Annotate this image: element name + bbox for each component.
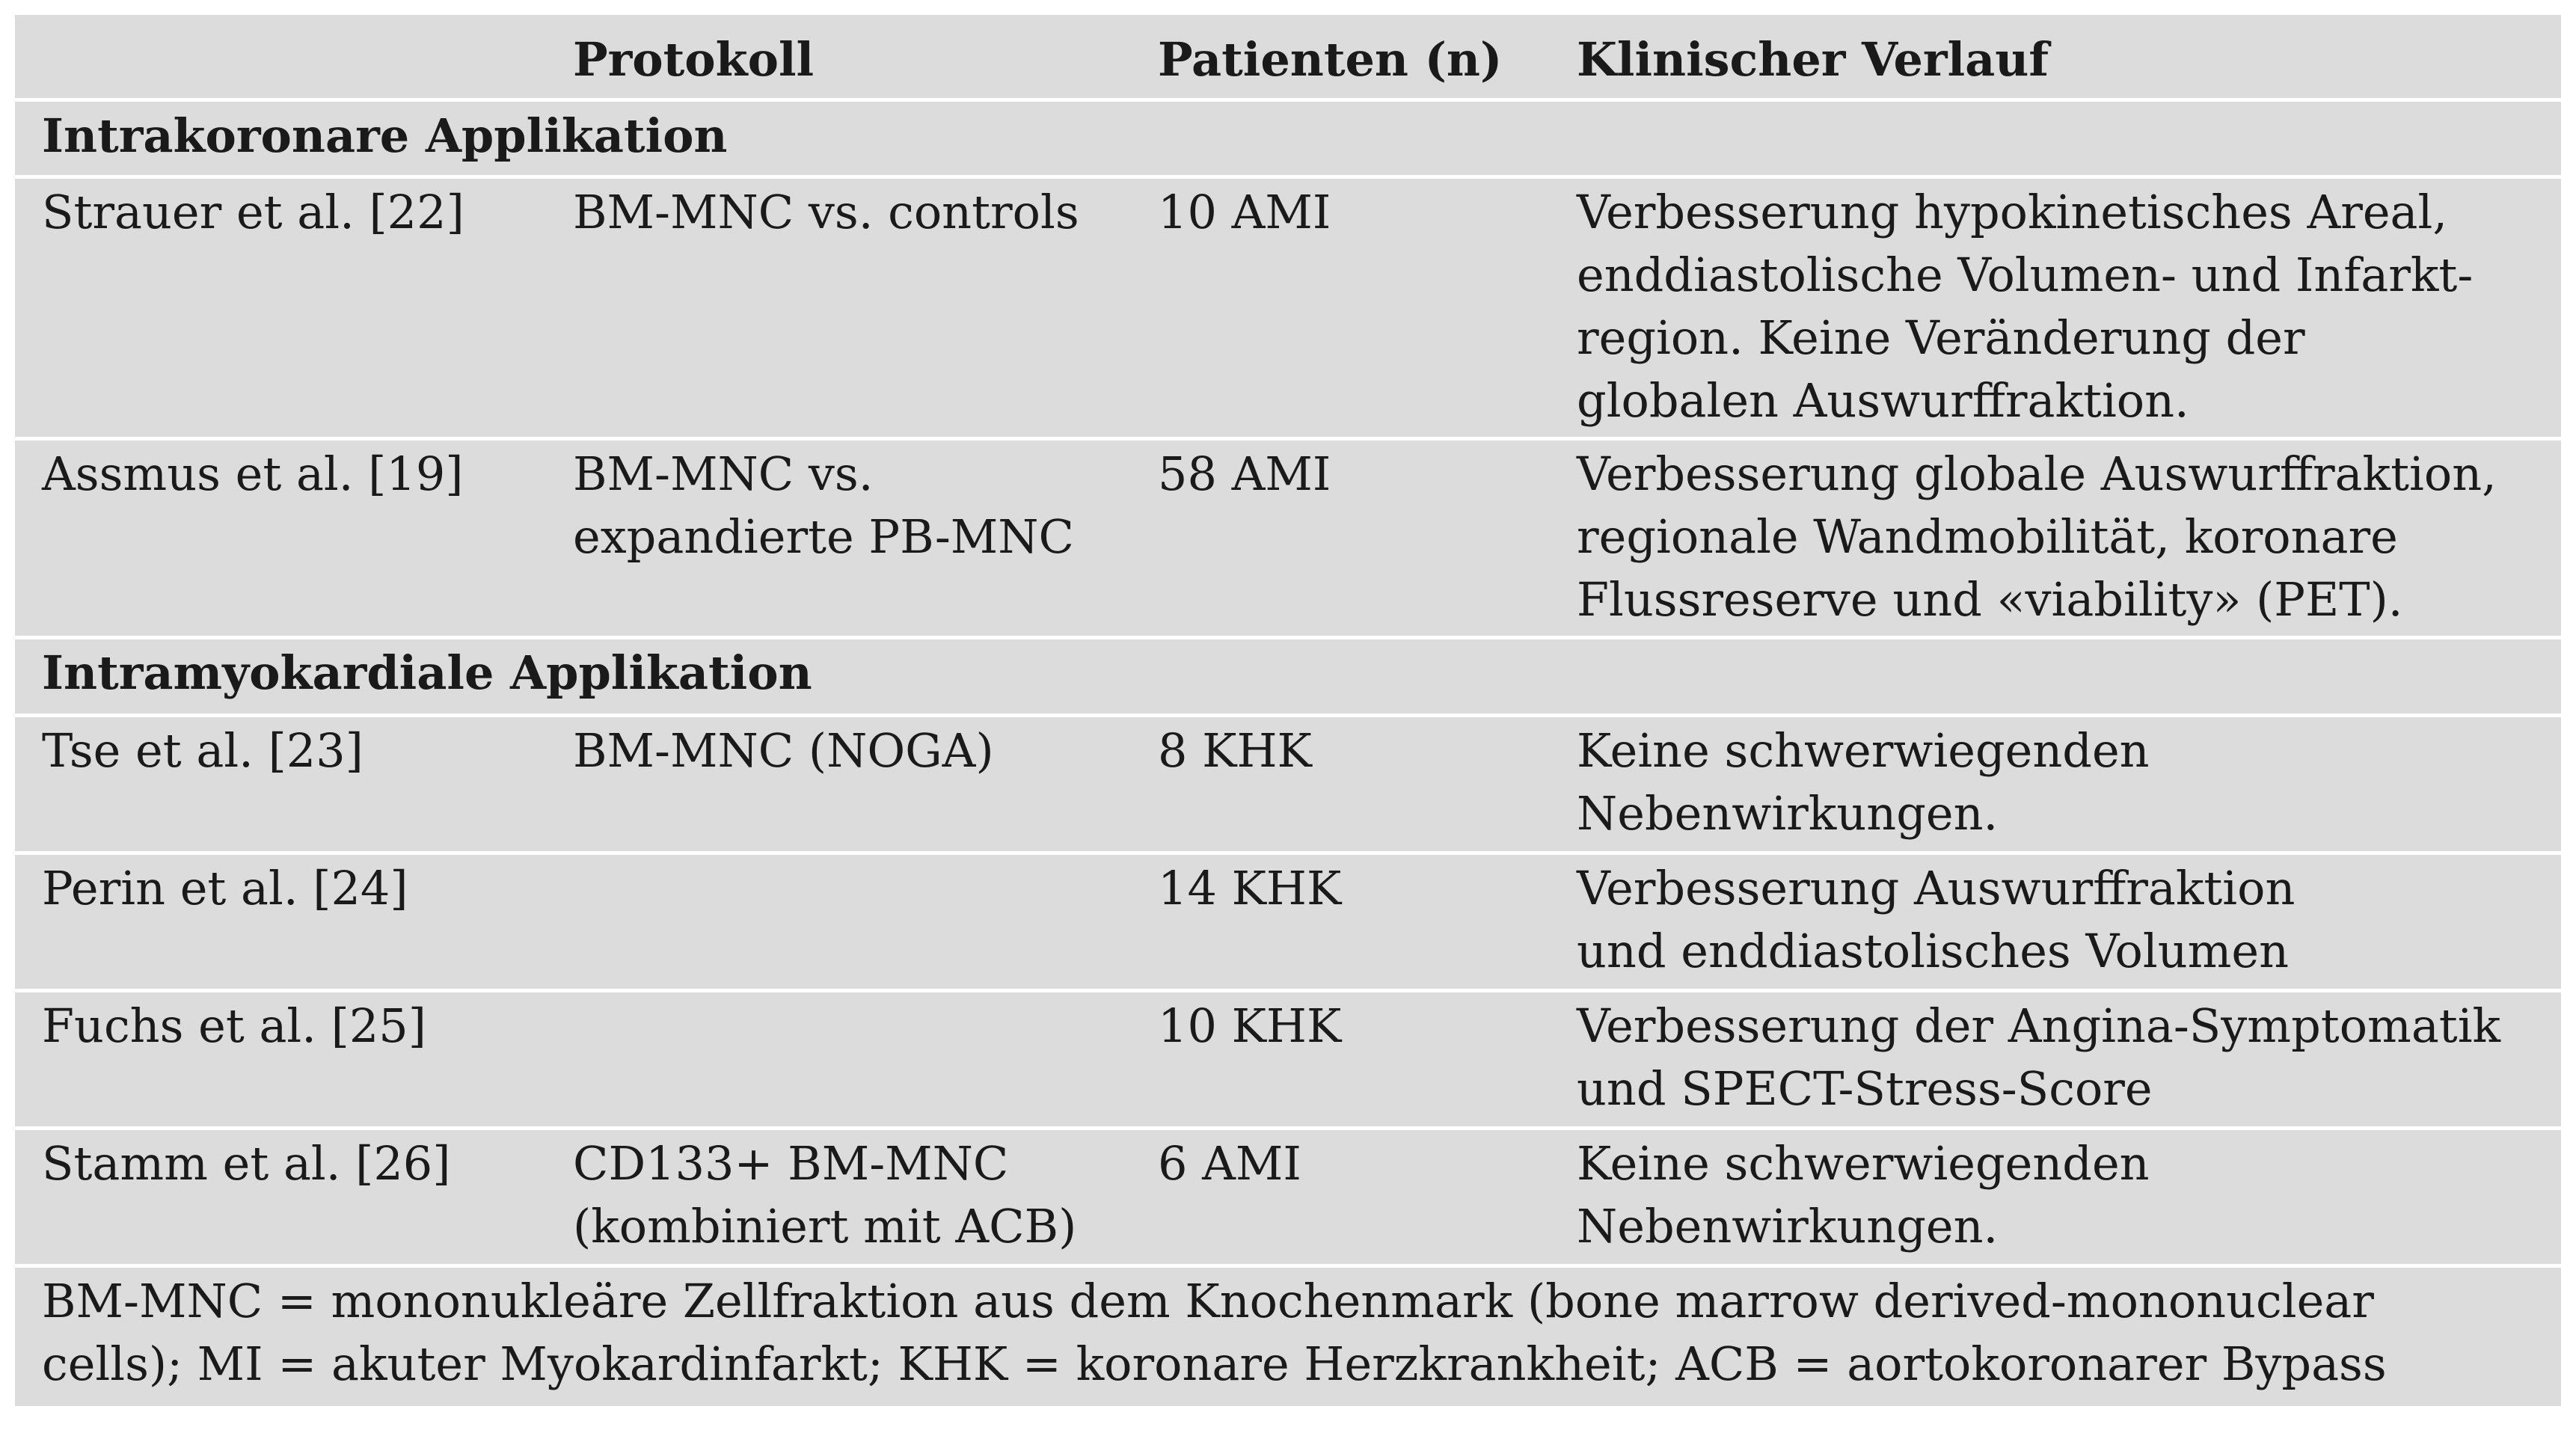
patients: 10 AMI (1158, 185, 1331, 239)
patients: 58 AMI (1158, 447, 1331, 501)
patients: 10 KHK (1158, 998, 1342, 1053)
divider (15, 175, 2561, 179)
protocol: BM-MNC (NOGA) (573, 723, 994, 778)
study-name: Fuchs et al. [25] (42, 998, 426, 1053)
patients: 6 AMI (1158, 1136, 1301, 1191)
outcome: Verbesserung der Angina-Symptomatik und SPECT-Stress-Score (1577, 998, 2501, 1116)
section-title: Intramyokardiale Applikation (42, 645, 812, 700)
table-footnote: BM-MNC = mononukleäre Zellfraktion aus dem Knochenmark (bone marrow derived-mononuclear cells); MI = akuter Myokardinfarkt; KHK = koronare Herzkrankheit; ACB = aortokoronarer Bypass (42, 1274, 2387, 1391)
divider (15, 989, 2561, 992)
divider (15, 714, 2561, 717)
divider (15, 851, 2561, 855)
protocol: BM-MNC vs. expandierte PB-MNC (573, 447, 1074, 564)
study-name: Stamm et al. [26] (42, 1136, 451, 1191)
divider (15, 636, 2561, 639)
patients: 8 KHK (1158, 723, 1312, 778)
study-name: Perin et al. [24] (42, 861, 408, 915)
outcome: Keine schwerwiegenden Nebenwirkungen. (1577, 723, 2150, 841)
outcome: Keine schwerwiegenden Nebenwirkungen. (1577, 1136, 2150, 1254)
divider (15, 437, 2561, 441)
outcome: Verbesserung Auswurffraktion und enddiastolisches Volumen (1577, 861, 2296, 978)
study-name: Strauer et al. [22] (42, 185, 464, 239)
divider (15, 98, 2561, 102)
header-protocol: Protokoll (573, 32, 815, 87)
divider (15, 1126, 2561, 1130)
outcome: Verbesserung hypokinetisches Areal, enddiastolische Volumen- und Infarkt- region. Keine Veränderung der globalen Auswurffraktion. (1577, 185, 2474, 428)
protocol: BM-MNC vs. controls (573, 185, 1079, 239)
divider (15, 1264, 2561, 1268)
patients: 14 KHK (1158, 861, 1342, 915)
outcome: Verbesserung globale Auswurffraktion, regionale Wandmobilität, koronare Flussreserve und «viability» (PET). (1577, 447, 2497, 627)
header-outcome: Klinischer Verlauf (1577, 32, 2049, 87)
study-name: Tse et al. [23] (42, 723, 364, 778)
header-patients: Patienten (n) (1158, 32, 1503, 87)
section-title: Intrakoronare Applikation (42, 108, 728, 163)
study-name: Assmus et al. [19] (42, 447, 464, 501)
protocol: CD133+ BM-MNC (kombiniert mit ACB) (573, 1136, 1077, 1254)
study-table (15, 15, 2561, 1406)
